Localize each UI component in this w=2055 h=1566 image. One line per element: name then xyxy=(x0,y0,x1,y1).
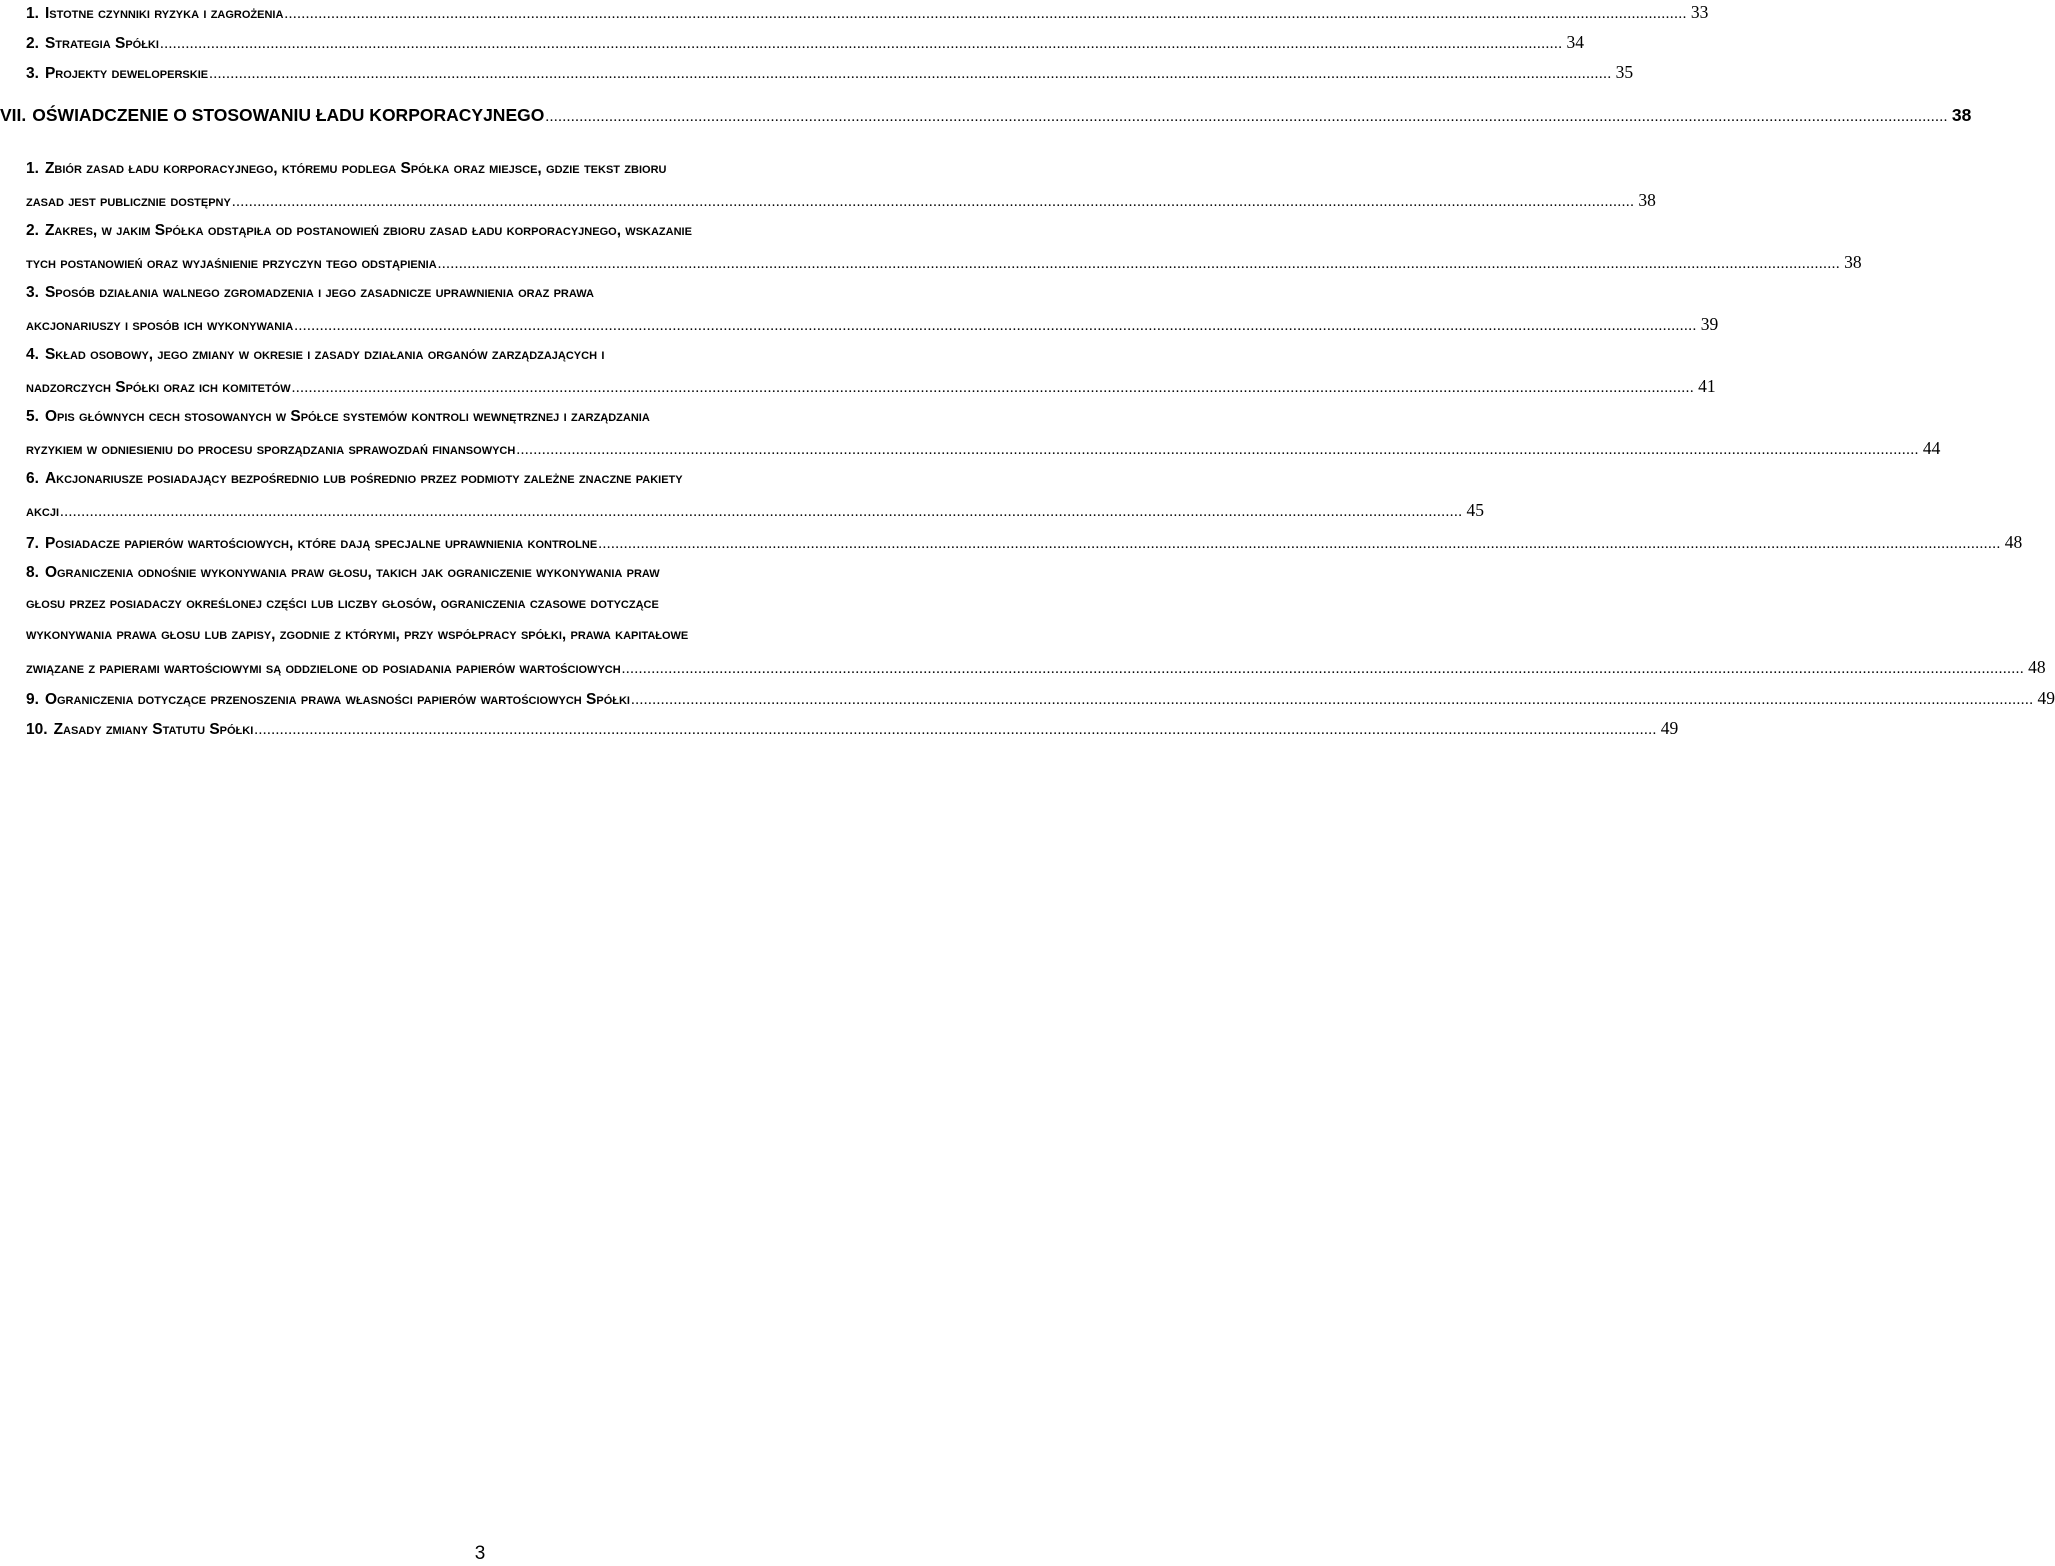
toc-entry-page: 38 xyxy=(1844,252,1862,272)
toc-entry-line2[interactable] xyxy=(26,376,1716,400)
dot-leader xyxy=(160,36,1563,56)
toc-entry-number: 1. xyxy=(26,160,39,177)
toc-entry-line1[interactable] xyxy=(26,160,960,184)
toc-entry-title-line1: Zakres, w jakim Spółka odstąpiła od postanowień zbioru zasad ładu korporacyjnego, wskazanie xyxy=(44,222,692,239)
toc-entry-title-line2: akcjonariuszy i sposób ich wykonywania xyxy=(26,317,294,334)
toc-section-title: OŚWIADCZENIE O STOSOWANIU ŁADU KORPORACYJNEGO xyxy=(32,105,545,125)
toc-entry[interactable] xyxy=(26,688,2055,712)
dot-leader xyxy=(516,442,1919,462)
toc-section-page: 38 xyxy=(1951,105,1972,125)
toc-entry-line3[interactable] xyxy=(26,626,960,650)
page-number: 3 xyxy=(474,1543,486,1564)
toc-entry-page: 33 xyxy=(1690,2,1709,22)
toc-entry-line1[interactable] xyxy=(26,564,960,588)
dot-leader xyxy=(209,66,1612,86)
toc-entry-line2[interactable] xyxy=(26,252,1862,276)
toc-entry-title-line1: Opis głównych cech stosowanych w Spółce systemów kontroli wewnętrznej i zarządzania xyxy=(44,408,650,425)
toc-entry-title-line1: Zbiór zasad ładu korporacyjnego, któremu podlega Spółka oraz miejsce, gdzie tekst zbioru xyxy=(44,160,667,177)
toc-entry-page: 38 xyxy=(1638,190,1656,210)
dot-leader xyxy=(284,6,1687,26)
toc-entry[interactable] xyxy=(26,532,2023,556)
toc-entry-title: Istotne czynniki ryzyka i zagrożenia xyxy=(44,5,284,22)
toc-section-number: VII. xyxy=(0,105,27,125)
toc-entry-number: 3. xyxy=(26,65,39,82)
toc-entry-page: 45 xyxy=(1466,500,1485,520)
toc-entry-number: 10. xyxy=(26,721,48,738)
toc-entry-number: 1. xyxy=(26,5,39,22)
toc-entry-line4[interactable] xyxy=(26,657,2046,681)
toc-entry-title-line2: tych postanowień oraz wyjaśnienie przyczyn tego odstąpienia xyxy=(26,255,437,272)
toc-entry-title-line2: ryzykiem w odniesieniu do procesu sporządzania sprawozdań finansowych xyxy=(26,441,516,458)
toc-entry-page: 41 xyxy=(1698,376,1716,396)
toc-entry-title-line2: głosu przez posiadaczy określonej części lub liczby głosów, ograniczenia czasowe dotyczące xyxy=(26,595,659,612)
toc-entry-number: 2. xyxy=(26,222,39,239)
toc-entry-number: 5. xyxy=(26,408,39,425)
toc-entry-title-line1: Ograniczenia odnośnie wykonywania praw głosu, takich jak ograniczenie wykonywania praw xyxy=(44,564,660,581)
toc-entry-page: 49 xyxy=(2037,688,2055,708)
toc-entry-title: Posiadacze papierów wartościowych, które dają specjalne uprawnienia kontrolne xyxy=(44,535,598,552)
toc-entry-line1[interactable] xyxy=(26,346,960,370)
dot-leader xyxy=(622,661,2025,681)
toc-entry-title-line2: nadzorczych Spółki oraz ich komitetów xyxy=(26,379,291,396)
dot-leader xyxy=(631,692,2034,712)
dot-leader xyxy=(60,504,1463,524)
toc-entry-title-line2: zasad jest publicznie dostępny xyxy=(26,193,231,210)
toc-entry-title-line1: Skład osobowy, jego zmiany w okresie i zasady działania organów zarządzających i xyxy=(44,346,605,363)
toc-entry[interactable] xyxy=(26,62,1634,86)
toc-entry-line2[interactable] xyxy=(26,438,1941,462)
dot-leader xyxy=(598,536,2001,556)
toc-entry-number: 8. xyxy=(26,564,39,581)
toc-entry-page: 39 xyxy=(1700,314,1719,334)
toc-entry-number: 9. xyxy=(26,691,39,708)
toc-entry-page: 49 xyxy=(1660,718,1679,738)
toc-entry-title-line2: akcji xyxy=(26,503,60,520)
toc-entry[interactable] xyxy=(26,32,1584,56)
toc-entry-page: 44 xyxy=(1922,438,1941,458)
toc-entry-line2[interactable] xyxy=(26,500,1485,524)
dot-leader xyxy=(545,109,1948,129)
toc-entry-line1[interactable] xyxy=(26,470,960,494)
toc-entry-title-line1: Sposób działania walnego zgromadzenia i jego zasadnicze uprawnienia oraz prawa xyxy=(44,284,594,301)
toc-entry-page: 35 xyxy=(1615,62,1634,82)
toc-entry-number: 6. xyxy=(26,470,39,487)
dot-leader xyxy=(294,318,1697,338)
toc-entry-number: 2. xyxy=(26,35,39,52)
toc-entry-title-line1: Akcjonariusze posiadający bezpośrednio lub pośrednio przez podmioty zależne znaczne pakiety xyxy=(44,470,683,487)
toc-entry[interactable] xyxy=(26,2,1709,26)
toc-entry-page: 48 xyxy=(2004,532,2023,552)
dot-leader xyxy=(254,722,1657,742)
toc-entry-line2[interactable] xyxy=(26,190,1656,214)
toc-entry-page: 34 xyxy=(1566,32,1584,52)
toc-entry-line1[interactable] xyxy=(26,222,960,246)
toc-entry-line2[interactable] xyxy=(26,595,960,619)
toc-entry-title-line3: wykonywania prawa głosu lub zapisy, zgodnie z którymi, przy współpracy spółki, prawa kapitałowe xyxy=(26,626,689,643)
toc-entry-number: 3. xyxy=(26,284,39,301)
toc-entry-number: 4. xyxy=(26,346,39,363)
toc-entry-title: Projekty deweloperskie xyxy=(44,65,209,82)
toc-entry-line2[interactable] xyxy=(26,314,1719,338)
toc-entry-title-line4: związane z papierami wartościowymi są oddzielone od posiadania papierów wartościowych xyxy=(26,660,621,677)
toc-entry-title: Ograniczenia dotyczące przenoszenia prawa własności papierów wartościowych Spółki xyxy=(44,691,630,708)
toc-entry-title: Zasady zmiany Statutu Spółki xyxy=(53,721,254,738)
toc-entry-number: 7. xyxy=(26,535,39,552)
dot-leader xyxy=(438,256,1841,276)
toc-entry-line1[interactable] xyxy=(26,408,960,432)
dot-leader xyxy=(292,380,1695,400)
toc-entry-title: Strategia Spółki xyxy=(44,35,159,52)
toc-entry-page: 48 xyxy=(2028,657,2046,677)
toc-entry[interactable] xyxy=(26,718,1679,742)
toc-entry-line1[interactable] xyxy=(26,284,960,308)
dot-leader xyxy=(232,194,1635,214)
toc-section-entry[interactable] xyxy=(0,105,1972,129)
